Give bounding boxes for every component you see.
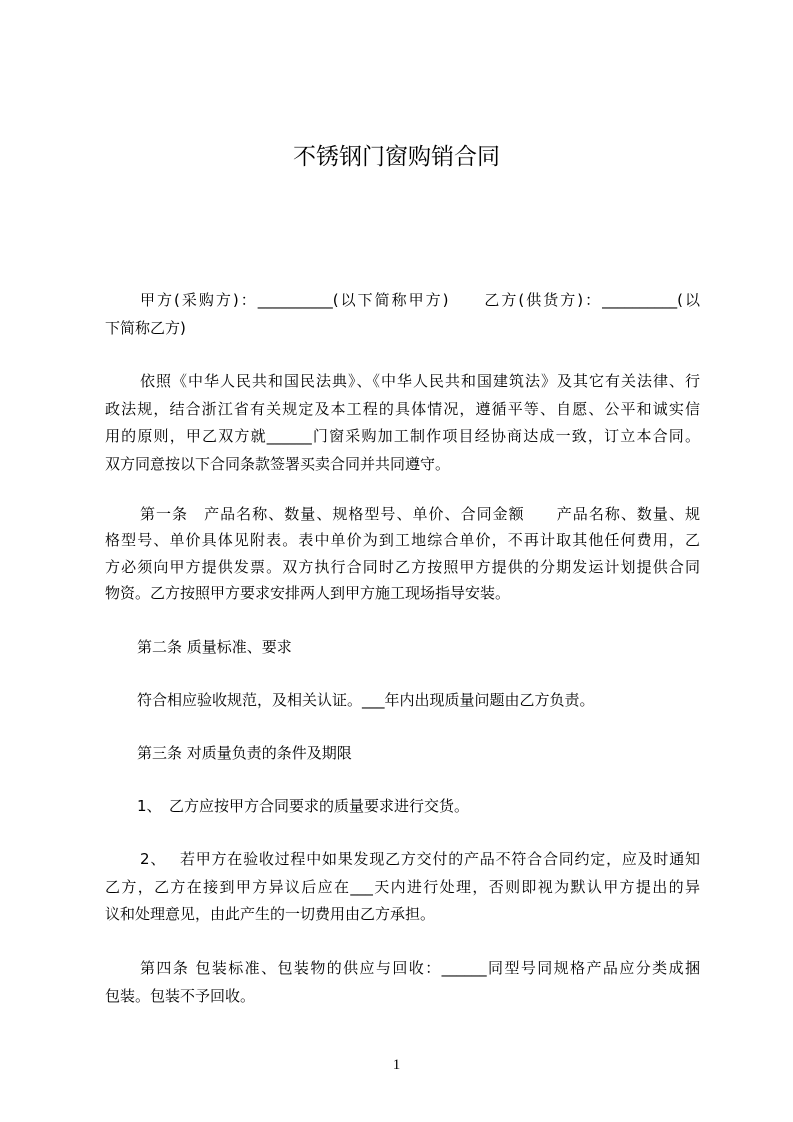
paragraph-line: 下简称乙方) xyxy=(105,319,186,337)
paragraph-line: 包装。包装不予回收。 xyxy=(105,987,256,1005)
paragraph-line: 用的原则，甲乙双方就______门窗采购加工制作项目经协商达成一致，订立本合同。 xyxy=(105,427,700,446)
paragraph-line: 1、 乙方应按甲方合同要求的质量要求进行交货。 xyxy=(137,797,470,815)
paragraph-line: 2、 若甲方在验收过程中如果发现乙方交付的产品不符合合同约定，应及时通知 xyxy=(140,850,700,868)
parties-paragraph xyxy=(105,286,700,342)
article-3-heading xyxy=(105,739,700,767)
paragraph-line: 第一条 产品名称、数量、规格型号、单价、合同金额 产品名称、数量、规 xyxy=(140,505,700,523)
paragraph-line: 方必须向甲方提供发票。双方执行合同时乙方按照甲方提供的分期发运计划提供合同 xyxy=(105,557,700,576)
article-2-body xyxy=(105,686,700,714)
article-3-item-2 xyxy=(105,846,700,929)
paragraph-line: 双方同意按以下合同条款签署买卖合同并共同遵守。 xyxy=(105,455,451,474)
article-1-paragraph xyxy=(105,501,700,607)
paragraph-line: 物资。乙方按照甲方要求安排两人到甲方施工现场指导安装。 xyxy=(105,584,511,603)
paragraph-line: 第四条 包装标准、包装物的供应与回收：______同型号同规格产品应分类成捆 xyxy=(140,959,700,977)
paragraph-line: 议和处理意见，由此产生的一切费用由乙方承担。 xyxy=(105,905,436,923)
paragraph-line: 符合相应验收规范，及相关认证。___年内出现质量问题由乙方负责。 xyxy=(137,691,595,709)
paragraph-line: 乙方，乙方在接到甲方异议后应在___天内进行处理，否则即视为默认甲方提出的异 xyxy=(105,877,700,896)
article-3-item-1 xyxy=(105,792,700,820)
document-title: 不锈钢门窗购销合同 xyxy=(293,144,500,170)
paragraph-line: 格型号、单价具体见附表。表中单价为到工地综合单价，不再计取其他任何费用，乙 xyxy=(105,531,700,550)
paragraph-line: 政法规，结合浙江省有关规定及本工程的具体情况，遵循平等、自愿、公平和诚实信 xyxy=(105,399,700,418)
page-number: 1 xyxy=(392,1057,401,1073)
paragraph-line: 第二条 质量标准、要求 xyxy=(137,638,292,656)
article-4-paragraph xyxy=(105,954,700,1010)
legal-basis-paragraph xyxy=(105,368,700,479)
paragraph-line: 甲方(采购方)：__________(以下简称甲方) 乙方(供货方)：__________(以 xyxy=(140,291,700,309)
paragraph-line: 第三条 对质量负责的条件及期限 xyxy=(137,744,352,762)
paragraph-line: 依照《中华人民共和国民法典》、《中华人民共和国建筑法》及其它有关法律、行 xyxy=(140,372,700,390)
article-2-heading xyxy=(105,633,700,661)
